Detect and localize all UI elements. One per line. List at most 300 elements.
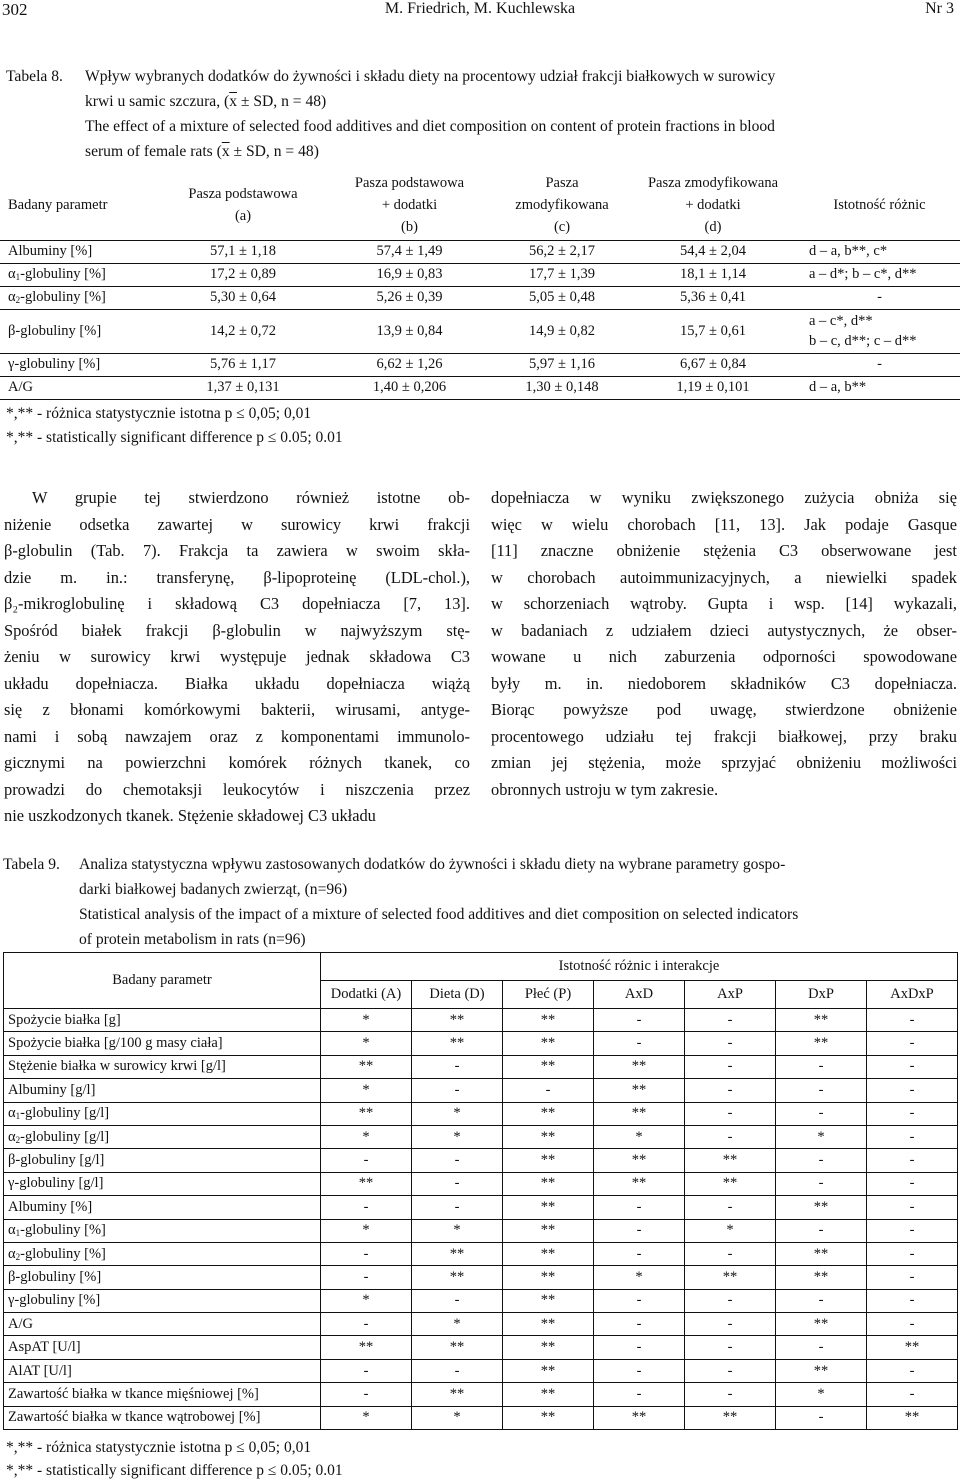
param-cell: Zawartość białka w tkance mięśniowej [%] bbox=[4, 1383, 321, 1406]
significance-cell: - bbox=[867, 1172, 958, 1195]
significance-cell: * bbox=[685, 1219, 776, 1242]
significance-cell: - bbox=[867, 1383, 958, 1406]
text-line: układu dopełniacza. Białka układu dopełniacza wiążą bbox=[4, 673, 470, 693]
significance-cell: - bbox=[776, 1149, 867, 1172]
significance-cell: - bbox=[776, 1172, 867, 1195]
significance-cell bbox=[799, 240, 960, 263]
param-suffix: -globuliny [%] bbox=[20, 1245, 106, 1262]
text-line: zmian jej stężenia, może sprzyjać obniżeniu możliwości bbox=[491, 753, 957, 772]
significance-cell: * bbox=[412, 1313, 503, 1336]
significance-line: d – a, b** bbox=[809, 379, 867, 395]
significance-cell: ** bbox=[594, 1055, 685, 1078]
param-cell: β-globuliny [g/l] bbox=[4, 1149, 321, 1172]
significance-cell: - bbox=[867, 1125, 958, 1148]
text-line: w schorzeniach wątroby. Gupta i wsp. [14] wykazali, bbox=[491, 594, 957, 613]
factor-header: Dodatki (A) bbox=[321, 981, 412, 1009]
significance-cell: ** bbox=[776, 1032, 867, 1055]
param-cell bbox=[4, 1125, 321, 1148]
column-header-line: Pasza podstawowa bbox=[354, 174, 465, 191]
column-header bbox=[799, 170, 960, 240]
text-line: nami i sobą nawzajem oraz z komponentami immunolo- bbox=[4, 726, 470, 746]
param-cell bbox=[4, 1242, 321, 1265]
significance-cell: - bbox=[867, 1289, 958, 1312]
param-subscript: 1 bbox=[15, 1228, 21, 1239]
factor-header: Dieta (D) bbox=[412, 981, 503, 1009]
param-cell: Albuminy [g/l] bbox=[4, 1079, 321, 1102]
text-line: obronnych ustroju w tym zakresie. bbox=[491, 779, 719, 799]
significance-cell: - bbox=[776, 1289, 867, 1312]
column-header-line: Badany parametr bbox=[8, 196, 108, 213]
caption-en-line: The effect of a mixture of selected food additives and diet composition on content of protein fractions in blood bbox=[85, 118, 775, 135]
significance-cell: ** bbox=[503, 1406, 594, 1429]
param-cell bbox=[0, 286, 164, 309]
text-line: wowane u nich zaburzenia odporności spowodowane bbox=[491, 647, 957, 666]
table-row bbox=[4, 1196, 958, 1219]
table-row bbox=[4, 1359, 958, 1382]
significance-cell: ** bbox=[503, 1055, 594, 1078]
significance-cell: ** bbox=[503, 1336, 594, 1359]
table-row bbox=[4, 1266, 958, 1289]
caption-en-line: Statistical analysis of the impact of a mixture of selected food additives and diet composition on selected indicators bbox=[79, 906, 799, 923]
text-line: w chorobach autoimmunizacyjnych, a niewielki spadek bbox=[491, 567, 957, 587]
significance-cell: ** bbox=[503, 1032, 594, 1055]
table9-note-en: *,** - statistically significant difference p ≤ 0.05; 0.01 bbox=[6, 1462, 343, 1479]
significance-cell: * bbox=[594, 1266, 685, 1289]
column-header bbox=[0, 170, 164, 240]
significance-cell: ** bbox=[503, 1289, 594, 1312]
table-row bbox=[4, 1406, 958, 1429]
table9-label: Tabela 9. bbox=[3, 856, 60, 873]
param-subscript: 2 bbox=[15, 1251, 21, 1262]
significance-cell: - bbox=[867, 1313, 958, 1336]
significance-cell: - bbox=[867, 1009, 958, 1032]
table-row bbox=[4, 1009, 958, 1032]
table-row bbox=[0, 286, 960, 309]
value-cell: 6,67 ± 0,84 bbox=[680, 356, 746, 372]
significance-cell: ** bbox=[503, 1125, 594, 1148]
significance-cell: ** bbox=[503, 1313, 594, 1336]
significance-cell bbox=[799, 309, 960, 353]
significance-cell: - bbox=[412, 1289, 503, 1312]
significance-cell: ** bbox=[776, 1359, 867, 1382]
significance-cell: - bbox=[685, 1079, 776, 1102]
table9-param-header: Badany parametr bbox=[4, 953, 321, 1009]
param-cell bbox=[0, 263, 164, 286]
value-cell: 57,1 ± 1,18 bbox=[210, 243, 276, 259]
table9-body bbox=[4, 1009, 958, 1430]
caption-pl-line: Wpływ wybranych dodatków do żywności i składu diety na procentowy udział frakcji białkowych w surowicy bbox=[85, 68, 776, 85]
text-line: prowadzi do chemotaksji leukocytów i niszczenia przez bbox=[4, 779, 470, 799]
param-subscript: 2 bbox=[15, 1134, 21, 1145]
text-line: żeniu w surowicy krwi występuje jednak składowa C3 bbox=[4, 647, 470, 666]
significance-cell: ** bbox=[503, 1359, 594, 1382]
significance-cell: ** bbox=[321, 1102, 412, 1125]
significance-cell: - bbox=[776, 1055, 867, 1078]
significance-line: a – c*, d** bbox=[809, 313, 873, 329]
column-header-line: (c) bbox=[553, 218, 571, 235]
value-cell: 5,36 ± 0,41 bbox=[680, 289, 746, 305]
significance-cell: - bbox=[321, 1313, 412, 1336]
table8-caption bbox=[6, 64, 956, 169]
significance-cell: - bbox=[867, 1266, 958, 1289]
caption-pl-line: Analiza statystyczna wpływu zastosowanych dodatków do żywności i składu diety na wybrane parametry gospo- bbox=[79, 856, 786, 873]
param-greek: α bbox=[8, 266, 16, 282]
significance-cell: ** bbox=[776, 1196, 867, 1219]
significance-cell: * bbox=[321, 1009, 412, 1032]
value-cell: 1,30 ± 0,148 bbox=[525, 379, 599, 395]
significance-cell: ** bbox=[503, 1196, 594, 1219]
significance-line: d – a, b**, c* bbox=[809, 243, 888, 259]
significance-cell: ** bbox=[776, 1009, 867, 1032]
param-cell: A/G bbox=[8, 379, 33, 395]
param-cell: Zawartość białka w tkance wątrobowej [%] bbox=[4, 1406, 321, 1429]
significance-cell: - bbox=[867, 1055, 958, 1078]
param-cell: β-globuliny [%] bbox=[8, 323, 102, 339]
significance-cell: ** bbox=[867, 1406, 958, 1429]
table-row bbox=[0, 263, 960, 286]
significance-cell: - bbox=[321, 1359, 412, 1382]
significance-cell: - bbox=[867, 1079, 958, 1102]
caption-pl-line: darki białkowej badanych zwierząt, (n=96) bbox=[79, 881, 348, 898]
text-line: były m. in. niedoborem składników C3 dopełniacza. bbox=[491, 673, 957, 693]
significance-cell: - bbox=[412, 1149, 503, 1172]
table-row bbox=[4, 1172, 958, 1195]
significance-cell: - bbox=[412, 1055, 503, 1078]
significance-cell: ** bbox=[412, 1242, 503, 1265]
column-header-line: Pasza bbox=[545, 174, 579, 191]
significance-cell: - bbox=[776, 1079, 867, 1102]
significance-cell bbox=[799, 353, 960, 376]
significance-cell: ** bbox=[503, 1383, 594, 1406]
caption-pl-line: krwi u samic szczura, ($\overline{x}$ ± SD, n = 48) bbox=[85, 93, 327, 110]
significance-cell: ** bbox=[685, 1266, 776, 1289]
significance-cell: - bbox=[776, 1406, 867, 1429]
text-line: się z błonami komórkowymi bakterii, wirusami, antyge- bbox=[4, 700, 470, 719]
value-cell: 1,19 ± 0,101 bbox=[676, 379, 750, 395]
param-subscript: 1 bbox=[15, 272, 21, 282]
param-cell bbox=[4, 1102, 321, 1125]
significance-cell: * bbox=[321, 1125, 412, 1148]
value-cell: 14,9 ± 0,82 bbox=[529, 323, 595, 339]
column-header bbox=[164, 170, 322, 240]
table-row bbox=[4, 1289, 958, 1312]
body-column-left bbox=[4, 485, 470, 830]
value-cell: 54,4 ± 2,04 bbox=[680, 243, 746, 259]
significance-cell: - bbox=[594, 1032, 685, 1055]
significance-cell: ** bbox=[776, 1313, 867, 1336]
significance-cell: ** bbox=[776, 1266, 867, 1289]
significance-cell: - bbox=[776, 1219, 867, 1242]
significance-cell: - bbox=[685, 1055, 776, 1078]
page-header bbox=[0, 0, 960, 26]
text-line: Biorąc powyższe pod uwagę, stwierdzone obniżenie bbox=[491, 700, 957, 719]
table8-note-pl: *,** - różnica statystycznie istotna p ≤ 0,05; 0,01 bbox=[6, 405, 312, 422]
table-row bbox=[4, 1383, 958, 1406]
significance-cell: - bbox=[867, 1359, 958, 1382]
significance-cell: - bbox=[412, 1196, 503, 1219]
param-greek: α bbox=[8, 1128, 16, 1145]
issue-number: Nr 3 bbox=[925, 0, 954, 17]
significance-cell: - bbox=[321, 1196, 412, 1219]
text-line: niżenie odsetka zawartej w surowicy krwi frakcji bbox=[4, 514, 470, 534]
significance-cell: ** bbox=[412, 1336, 503, 1359]
significance-cell: ** bbox=[503, 1009, 594, 1032]
significance-cell: * bbox=[594, 1125, 685, 1148]
value-cell: 1,37 ± 0,131 bbox=[206, 379, 280, 395]
significance-cell: - bbox=[594, 1313, 685, 1336]
significance-cell: - bbox=[867, 1102, 958, 1125]
value-cell: 56,2 ± 2,17 bbox=[529, 243, 595, 259]
param-greek: α bbox=[8, 1245, 16, 1262]
value-cell: 5,26 ± 0,39 bbox=[376, 289, 443, 305]
table9-caption-text bbox=[79, 852, 959, 952]
value-cell: 14,2 ± 0,72 bbox=[210, 323, 276, 339]
significance-cell: * bbox=[412, 1125, 503, 1148]
table8-body bbox=[0, 240, 960, 399]
significance-cell: - bbox=[594, 1336, 685, 1359]
param-cell: Albuminy [%] bbox=[8, 243, 93, 259]
significance-cell: ** bbox=[594, 1079, 685, 1102]
significance-cell: ** bbox=[412, 1032, 503, 1055]
significance-cell: ** bbox=[776, 1242, 867, 1265]
significance-cell: ** bbox=[503, 1102, 594, 1125]
significance-line: - bbox=[877, 356, 882, 372]
page-number: 302 bbox=[2, 0, 28, 19]
value-cell: 17,2 ± 0,89 bbox=[210, 266, 276, 282]
text-line: W grupie tej stwierdzono również istotne ob- bbox=[32, 488, 470, 507]
significance-cell: - bbox=[867, 1242, 958, 1265]
significance-cell: ** bbox=[321, 1055, 412, 1078]
significance-cell: ** bbox=[685, 1149, 776, 1172]
column-header-line: Pasza zmodyfikowana bbox=[647, 174, 779, 191]
significance-cell: - bbox=[685, 1125, 776, 1148]
text-line: Spośród białek frakcji β-globulin w najwyższym stę- bbox=[4, 620, 470, 640]
factor-header: AxD bbox=[594, 981, 685, 1009]
param-cell: β-globuliny [%] bbox=[4, 1266, 321, 1289]
significance-cell: - bbox=[867, 1149, 958, 1172]
significance-cell: - bbox=[321, 1266, 412, 1289]
significance-cell bbox=[799, 286, 960, 309]
table-row bbox=[0, 353, 960, 376]
caption-en-line: serum of female rats ($\overline{x}$ ± SD, n = 48) bbox=[85, 143, 319, 160]
significance-cell: - bbox=[867, 1219, 958, 1242]
value-cell: 5,05 ± 0,48 bbox=[529, 289, 595, 305]
significance-cell: ** bbox=[503, 1219, 594, 1242]
significance-cell: - bbox=[776, 1336, 867, 1359]
param-cell: Albuminy [%] bbox=[4, 1196, 321, 1219]
column-header-line: + dodatki bbox=[685, 196, 741, 213]
significance-cell: ** bbox=[321, 1172, 412, 1195]
significance-cell: - bbox=[685, 1102, 776, 1125]
significance-cell: - bbox=[412, 1079, 503, 1102]
significance-cell: - bbox=[594, 1359, 685, 1382]
table8-header bbox=[0, 170, 960, 240]
significance-cell: - bbox=[685, 1336, 776, 1359]
value-cell: 5,97 ± 1,16 bbox=[529, 356, 595, 372]
column-header-line: + dodatki bbox=[381, 196, 438, 213]
param-cell bbox=[4, 1219, 321, 1242]
column-header-line: Pasza podstawowa bbox=[188, 185, 298, 202]
significance-cell bbox=[799, 263, 960, 286]
significance-cell: ** bbox=[594, 1172, 685, 1195]
significance-cell: - bbox=[321, 1242, 412, 1265]
table-row bbox=[4, 1336, 958, 1359]
significance-cell: ** bbox=[594, 1102, 685, 1125]
significance-cell: - bbox=[685, 1313, 776, 1336]
table9 bbox=[3, 952, 958, 1430]
significance-cell: - bbox=[503, 1079, 594, 1102]
significance-cell: ** bbox=[503, 1242, 594, 1265]
table8-caption-text bbox=[85, 64, 960, 164]
significance-cell: - bbox=[321, 1383, 412, 1406]
column-header-line: (d) bbox=[704, 218, 722, 235]
text-line: β-globulin (Tab. 7). Frakcja ta zawiera w swoim skła- bbox=[4, 541, 470, 560]
value-cell: 18,1 ± 1,14 bbox=[680, 266, 746, 282]
param-suffix: -globuliny [%] bbox=[20, 1222, 106, 1239]
column-header bbox=[497, 170, 627, 240]
significance-line: - bbox=[877, 289, 882, 305]
factor-header: AxP bbox=[685, 981, 776, 1009]
significance-cell bbox=[799, 376, 960, 399]
param-suffix: -globuliny [g/l] bbox=[20, 1105, 110, 1122]
significance-cell: - bbox=[685, 1196, 776, 1219]
significance-cell: - bbox=[412, 1359, 503, 1382]
text-line: [11] znaczne obniżenie stężenia C3 obserwowane jest bbox=[491, 541, 957, 560]
caption-en-line: of protein metabolism in rats (n=96) bbox=[79, 931, 306, 948]
column-header bbox=[627, 170, 799, 240]
significance-cell: - bbox=[685, 1359, 776, 1382]
param-subscript: 2 bbox=[15, 295, 21, 305]
significance-cell: - bbox=[594, 1242, 685, 1265]
text-line: w badaniach z udziałem dzieci autystycznych, że obser- bbox=[491, 620, 957, 640]
significance-cell: - bbox=[685, 1383, 776, 1406]
table-row bbox=[4, 1032, 958, 1055]
significance-line: a – d*; b – c*, d** bbox=[809, 266, 917, 282]
significance-cell: * bbox=[412, 1406, 503, 1429]
param-suffix: -globuliny [g/l] bbox=[20, 1128, 110, 1145]
significance-cell: - bbox=[412, 1172, 503, 1195]
param-greek: α bbox=[8, 1222, 16, 1239]
value-cell: 13,9 ± 0,84 bbox=[376, 323, 443, 339]
value-cell: 5,76 ± 1,17 bbox=[210, 356, 276, 372]
column-header bbox=[322, 170, 497, 240]
significance-cell: ** bbox=[503, 1172, 594, 1195]
table8 bbox=[0, 170, 960, 400]
column-header-line: (a) bbox=[234, 207, 252, 224]
table-row bbox=[4, 1219, 958, 1242]
text-line: nie uszkodzonych tkanek. Stężenie składowej C3 układu bbox=[4, 806, 376, 825]
significance-cell: - bbox=[776, 1102, 867, 1125]
param-cell: A/G bbox=[4, 1313, 321, 1336]
significance-cell: - bbox=[867, 1032, 958, 1055]
column-header-line: (b) bbox=[401, 218, 418, 235]
param-greek: α bbox=[8, 1105, 16, 1122]
text-line: dopełniacza w wyniku zwiększonego zużycia obniża się bbox=[491, 488, 957, 507]
significance-cell: - bbox=[685, 1009, 776, 1032]
table-row bbox=[0, 376, 960, 399]
table-row bbox=[4, 1079, 958, 1102]
param-suffix: -globuliny [%] bbox=[20, 266, 106, 282]
table8-note-en: *,** - statistically significant difference p ≤ 0.05; 0.01 bbox=[6, 429, 343, 446]
text-line: procentowego udziału tej frakcji białkowej, przy braku bbox=[491, 726, 957, 746]
table9-caption bbox=[3, 852, 958, 952]
text-line: dzie m. in.: transferynę, β-lipoproteinę (LDL-chol.), bbox=[4, 567, 470, 587]
factor-header: AxDxP bbox=[867, 981, 958, 1009]
significance-cell: * bbox=[321, 1406, 412, 1429]
table-row bbox=[0, 309, 960, 353]
param-cell: AspAT [U/l] bbox=[4, 1336, 321, 1359]
table-row bbox=[4, 1055, 958, 1078]
table9-note-pl: *,** - różnica statystycznie istotna p ≤ 0,05; 0,01 bbox=[6, 1439, 312, 1456]
table-row bbox=[4, 1313, 958, 1336]
table-row bbox=[4, 1102, 958, 1125]
significance-cell: ** bbox=[867, 1336, 958, 1359]
significance-cell: - bbox=[594, 1219, 685, 1242]
significance-cell: ** bbox=[321, 1336, 412, 1359]
text-line: β₂-mikroglobulinę i składową C3 dopełniacza [7, 13]. bbox=[4, 594, 470, 613]
significance-cell: * bbox=[321, 1219, 412, 1242]
significance-cell: * bbox=[321, 1289, 412, 1312]
column-header-line: Istotność różnic bbox=[833, 196, 926, 213]
significance-cell: * bbox=[412, 1219, 503, 1242]
param-subscript: 1 bbox=[15, 1111, 21, 1122]
running-authors: M. Friedrich, M. Kuchlewska bbox=[384, 0, 576, 17]
table-row bbox=[0, 240, 960, 263]
param-suffix: -globuliny [%] bbox=[20, 289, 106, 305]
significance-cell: ** bbox=[412, 1383, 503, 1406]
significance-cell: ** bbox=[503, 1266, 594, 1289]
param-greek: α bbox=[8, 289, 16, 305]
param-cell: γ-globuliny [%] bbox=[4, 1289, 321, 1312]
significance-cell: * bbox=[412, 1102, 503, 1125]
significance-cell: - bbox=[685, 1289, 776, 1312]
param-cell: Stężenie białka w surowicy krwi [g/l] bbox=[4, 1055, 321, 1078]
significance-cell: * bbox=[321, 1079, 412, 1102]
table-row bbox=[4, 1125, 958, 1148]
significance-cell: - bbox=[594, 1009, 685, 1032]
significance-cell: - bbox=[867, 1196, 958, 1219]
significance-cell: - bbox=[594, 1196, 685, 1219]
param-cell: Spożycie białka [g/100 g masy ciała] bbox=[4, 1032, 321, 1055]
param-cell: Spożycie białka [g] bbox=[4, 1009, 321, 1032]
significance-cell: ** bbox=[412, 1266, 503, 1289]
text-line: gicznymi na powierzchni komórek różnych tkanek, co bbox=[4, 753, 470, 772]
significance-cell: - bbox=[594, 1383, 685, 1406]
table-row bbox=[4, 1149, 958, 1172]
value-cell: 1,40 ± 0,206 bbox=[372, 379, 447, 395]
significance-cell: ** bbox=[685, 1406, 776, 1429]
table8-label: Tabela 8. bbox=[6, 68, 63, 85]
param-cell: γ-globuliny [g/l] bbox=[4, 1172, 321, 1195]
significance-cell: ** bbox=[412, 1009, 503, 1032]
factor-header: Płeć (P) bbox=[503, 981, 594, 1009]
significance-cell: ** bbox=[594, 1406, 685, 1429]
param-cell: AlAT [U/l] bbox=[4, 1359, 321, 1382]
significance-cell: - bbox=[594, 1289, 685, 1312]
value-cell: 15,7 ± 0,61 bbox=[680, 323, 746, 339]
value-cell: 16,9 ± 0,83 bbox=[376, 266, 443, 282]
significance-cell: - bbox=[321, 1149, 412, 1172]
value-cell: 5,30 ± 0,64 bbox=[210, 289, 276, 305]
significance-cell: * bbox=[776, 1383, 867, 1406]
significance-cell: * bbox=[776, 1125, 867, 1148]
significance-cell: ** bbox=[685, 1172, 776, 1195]
body-column-right bbox=[491, 485, 957, 803]
factor-header: DxP bbox=[776, 981, 867, 1009]
value-cell: 57,4 ± 1,49 bbox=[376, 243, 443, 259]
significance-line: b – c, d**; c – d** bbox=[809, 333, 917, 349]
significance-cell: - bbox=[685, 1242, 776, 1265]
